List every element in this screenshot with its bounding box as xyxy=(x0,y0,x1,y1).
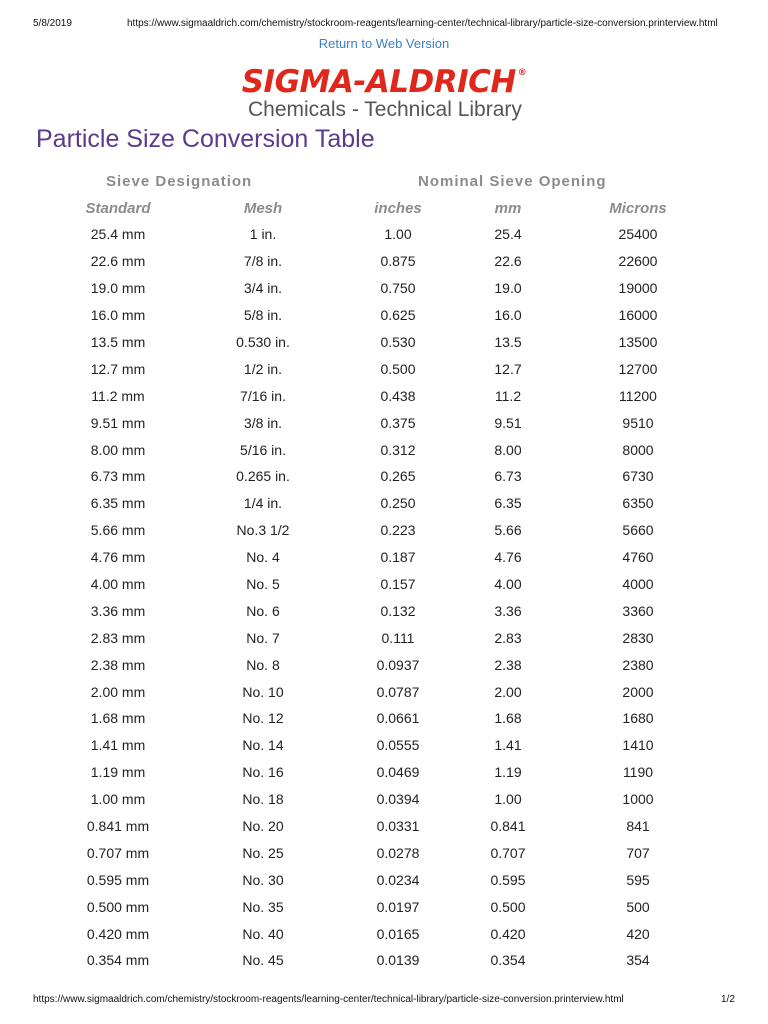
cell-mesh: No. 5 xyxy=(246,576,280,593)
cell-mm: 1.68 xyxy=(494,710,522,727)
column-header-inches: inches xyxy=(374,199,422,217)
table-row xyxy=(58,893,708,920)
column-header-row xyxy=(58,195,708,221)
cell-standard: 22.6 mm xyxy=(90,253,146,270)
table-row xyxy=(58,302,708,329)
cell-inches: 0.0197 xyxy=(376,898,420,915)
cell-standard: 4.00 mm xyxy=(90,576,146,593)
cell-inches: 0.0165 xyxy=(376,925,420,942)
cell-inches: 0.500 xyxy=(380,360,416,377)
cell-inches: 0.530 xyxy=(380,334,416,350)
cell-mm: 4.76 xyxy=(494,549,522,566)
cell-standard: 0.841 mm xyxy=(86,818,150,835)
table-row xyxy=(58,544,708,571)
cell-inches: 0.0787 xyxy=(376,683,420,700)
cell-mesh: 7/8 in. xyxy=(243,253,283,270)
cell-microns: 25400 xyxy=(618,226,658,243)
cell-microns: 8000 xyxy=(622,441,654,458)
cell-mm: 1.00 xyxy=(494,791,522,808)
cell-microns: 13500 xyxy=(618,334,658,350)
cell-microns: 2380 xyxy=(622,656,654,673)
table-row xyxy=(58,571,708,598)
cell-mesh: No. 40 xyxy=(242,925,284,942)
cell-inches: 0.0234 xyxy=(376,871,420,888)
cell-inches: 0.375 xyxy=(380,414,416,431)
table-row xyxy=(58,382,708,409)
cell-mm: 0.841 xyxy=(490,818,526,835)
cell-microns: 354 xyxy=(626,952,650,969)
page-number: 1/2 xyxy=(721,994,735,1005)
cell-standard: 19.0 mm xyxy=(90,280,146,297)
cell-inches: 0.438 xyxy=(380,387,416,404)
cell-mesh: No. 25 xyxy=(242,844,284,861)
cell-inches: 0.312 xyxy=(380,441,416,458)
table-row xyxy=(58,705,708,732)
cell-mesh: 0.265 in. xyxy=(236,468,290,485)
cell-standard: 1.68 mm xyxy=(90,710,146,727)
column-header-mm: mm xyxy=(494,199,522,217)
cell-mesh: 0.530 in. xyxy=(236,334,290,350)
cell-mm: 19.0 xyxy=(494,280,522,297)
cell-mesh: No. 16 xyxy=(242,764,284,781)
cell-mesh: 5/16 in. xyxy=(240,441,286,458)
table-row xyxy=(58,866,708,893)
sigma-aldrich-logo xyxy=(0,64,768,100)
registered-mark: ® xyxy=(517,68,527,78)
cell-standard: 9.51 mm xyxy=(90,414,146,431)
cell-microns: 3360 xyxy=(622,602,654,619)
column-header-microns: Microns xyxy=(609,199,667,217)
table-row xyxy=(58,355,708,382)
cell-standard: 8.00 mm xyxy=(90,441,146,458)
cell-mm: 2.83 xyxy=(494,629,522,646)
cell-standard: 1.19 mm xyxy=(90,764,146,781)
cell-mm: 5.66 xyxy=(494,522,522,539)
table-row xyxy=(58,275,708,302)
cell-inches: 0.750 xyxy=(380,280,416,297)
page-title: Particle Size Conversion Table xyxy=(36,125,375,153)
library-subtitle: Chemicals - Technical Library xyxy=(248,98,522,121)
cell-inches: 0.132 xyxy=(380,602,416,619)
cell-mesh: No. 45 xyxy=(242,952,284,969)
cell-mesh: 1/2 in. xyxy=(243,360,283,377)
cell-mm: 22.6 xyxy=(494,253,522,270)
cell-microns: 595 xyxy=(626,871,650,888)
table-row xyxy=(58,517,708,544)
cell-standard: 4.76 mm xyxy=(90,549,146,566)
cell-standard: 0.707 mm xyxy=(86,844,150,861)
table-row xyxy=(58,221,708,248)
cell-standard: 0.500 mm xyxy=(86,898,150,915)
table-row xyxy=(58,651,708,678)
cell-mm: 0.595 xyxy=(490,871,526,888)
cell-mesh: No. 35 xyxy=(242,898,284,915)
cell-inches: 0.0278 xyxy=(376,844,420,861)
cell-inches: 0.0937 xyxy=(376,656,420,673)
column-header-mesh: Mesh xyxy=(243,199,283,217)
table-row xyxy=(58,436,708,463)
cell-inches: 0.157 xyxy=(380,576,416,593)
cell-standard: 25.4 mm xyxy=(90,226,146,243)
print-footer xyxy=(0,994,768,1008)
cell-microns: 6350 xyxy=(622,495,654,512)
table-row xyxy=(58,463,708,490)
cell-mesh: 5/8 in. xyxy=(243,307,283,324)
cell-standard: 0.595 mm xyxy=(86,871,150,888)
table-row xyxy=(58,813,708,840)
cell-inches: 0.0139 xyxy=(376,952,420,969)
particle-size-table xyxy=(58,195,708,974)
table-row xyxy=(58,329,708,356)
table-body xyxy=(58,221,708,974)
cell-microns: 4760 xyxy=(622,549,654,566)
cell-mm: 16.0 xyxy=(494,307,522,324)
logo-text: SIGMA-ALDRICH xyxy=(241,64,516,100)
cell-mesh: 1/4 in. xyxy=(243,495,283,512)
cell-microns: 5660 xyxy=(622,522,654,539)
cell-standard: 1.00 mm xyxy=(90,791,146,808)
cell-microns: 500 xyxy=(626,898,650,915)
cell-standard: 1.41 mm xyxy=(90,737,146,754)
cell-inches: 0.0661 xyxy=(376,710,420,727)
cell-inches: 0.187 xyxy=(380,549,416,566)
cell-inches: 0.250 xyxy=(380,495,416,512)
cell-standard: 2.83 mm xyxy=(90,629,146,646)
cell-microns: 16000 xyxy=(618,307,658,324)
table-row xyxy=(58,597,708,624)
cell-inches: 0.0469 xyxy=(376,764,420,781)
cell-inches: 0.625 xyxy=(380,307,416,324)
cell-microns: 1410 xyxy=(622,737,654,754)
table-row xyxy=(58,490,708,517)
cell-microns: 2000 xyxy=(622,683,654,700)
cell-mm: 11.2 xyxy=(494,387,522,404)
print-date: 5/8/2019 xyxy=(33,18,72,29)
cell-mm: 6.73 xyxy=(494,468,522,485)
cell-microns: 2830 xyxy=(622,629,654,646)
cell-microns: 6730 xyxy=(622,468,654,485)
table-row xyxy=(58,624,708,651)
cell-mesh: 7/16 in. xyxy=(240,387,286,404)
cell-microns: 19000 xyxy=(618,280,658,297)
table-row xyxy=(58,786,708,813)
cell-standard: 12.7 mm xyxy=(90,360,146,377)
cell-mm: 4.00 xyxy=(494,576,522,593)
cell-standard: 6.35 mm xyxy=(90,495,146,512)
cell-standard: 0.420 mm xyxy=(86,925,150,942)
cell-inches: 0.0555 xyxy=(376,737,420,754)
cell-mesh: No. 10 xyxy=(242,683,284,700)
cell-mm: 13.5 xyxy=(494,334,522,350)
table-row xyxy=(58,920,708,947)
cell-mm: 1.19 xyxy=(494,764,522,781)
cell-inches: 0.875 xyxy=(380,253,416,270)
cell-mm: 1.41 xyxy=(494,737,522,754)
table-row xyxy=(58,678,708,705)
cell-mesh: No. 7 xyxy=(246,629,280,646)
cell-mesh: No. 8 xyxy=(246,656,280,673)
cell-mm: 3.36 xyxy=(494,602,522,619)
cell-standard: 6.73 mm xyxy=(90,468,146,485)
cell-mesh: 1 in. xyxy=(249,226,277,243)
cell-standard: 3.36 mm xyxy=(90,602,146,619)
cell-inches: 1.00 xyxy=(384,226,412,243)
cell-mesh: No. 20 xyxy=(242,818,284,835)
cell-microns: 841 xyxy=(626,818,650,835)
cell-mesh: 3/4 in. xyxy=(243,280,283,297)
cell-microns: 22600 xyxy=(618,253,658,270)
cell-microns: 1680 xyxy=(622,710,654,727)
cell-microns: 4000 xyxy=(622,576,654,593)
cell-mesh: No.3 1/2 xyxy=(236,522,290,539)
cell-mm: 0.420 xyxy=(490,925,526,942)
cell-microns: 9510 xyxy=(622,414,654,431)
cell-standard: 2.38 mm xyxy=(90,656,146,673)
group-header-sieve-designation: Sieve Designation xyxy=(106,173,253,190)
cell-mesh: No. 14 xyxy=(242,737,284,754)
table-row xyxy=(58,248,708,275)
return-to-web-version-link[interactable]: Return to Web Version xyxy=(318,36,450,51)
cell-mm: 25.4 xyxy=(494,226,522,243)
cell-microns: 12700 xyxy=(618,360,658,377)
cell-standard: 16.0 mm xyxy=(90,307,146,324)
group-header-nominal-sieve-opening: Nominal Sieve Opening xyxy=(418,173,607,190)
cell-microns: 1190 xyxy=(622,764,654,781)
cell-standard: 0.354 mm xyxy=(86,952,150,969)
cell-microns: 11200 xyxy=(619,387,657,404)
cell-mm: 0.500 xyxy=(490,898,526,915)
cell-microns: 1000 xyxy=(622,791,654,808)
cell-mm: 0.354 xyxy=(490,952,526,969)
cell-mm: 8.00 xyxy=(494,441,522,458)
cell-mesh: No. 4 xyxy=(246,549,280,566)
cell-inches: 0.223 xyxy=(380,522,416,539)
cell-mesh: No. 30 xyxy=(242,871,284,888)
cell-microns: 707 xyxy=(626,844,650,861)
cell-mm: 2.38 xyxy=(494,656,522,673)
print-header xyxy=(0,18,768,32)
cell-mesh: No. 6 xyxy=(246,602,280,619)
cell-mesh: 3/8 in. xyxy=(243,414,283,431)
table-row xyxy=(58,732,708,759)
cell-inches: 0.265 xyxy=(380,468,416,485)
cell-microns: 420 xyxy=(626,925,650,942)
cell-standard: 5.66 mm xyxy=(90,522,146,539)
table-row xyxy=(58,947,708,974)
cell-inches: 0.0394 xyxy=(376,791,420,808)
cell-inches: 0.0331 xyxy=(376,818,420,835)
cell-mesh: No. 18 xyxy=(242,791,284,808)
cell-mm: 12.7 xyxy=(494,360,522,377)
cell-standard: 13.5 mm xyxy=(90,334,146,350)
cell-standard: 11.2 mm xyxy=(91,387,145,404)
cell-inches: 0.111 xyxy=(381,629,415,646)
cell-mesh: No. 12 xyxy=(242,710,284,727)
table-row xyxy=(58,839,708,866)
table-row xyxy=(58,409,708,436)
footer-url: https://www.sigmaaldrich.com/chemistry/stockroom-reagents/learning-center/technical-library/particle-size-conversion.printerview.html xyxy=(33,994,624,1005)
column-header-standard: Standard xyxy=(85,199,151,217)
cell-mm: 9.51 xyxy=(494,414,522,431)
cell-mm: 6.35 xyxy=(494,495,522,512)
table-row xyxy=(58,759,708,786)
cell-mm: 0.707 xyxy=(490,844,526,861)
print-url: https://www.sigmaaldrich.com/chemistry/stockroom-reagents/learning-center/technical-library/particle-size-conversion.printerview.html xyxy=(127,18,718,29)
cell-standard: 2.00 mm xyxy=(90,683,146,700)
cell-mm: 2.00 xyxy=(494,683,522,700)
